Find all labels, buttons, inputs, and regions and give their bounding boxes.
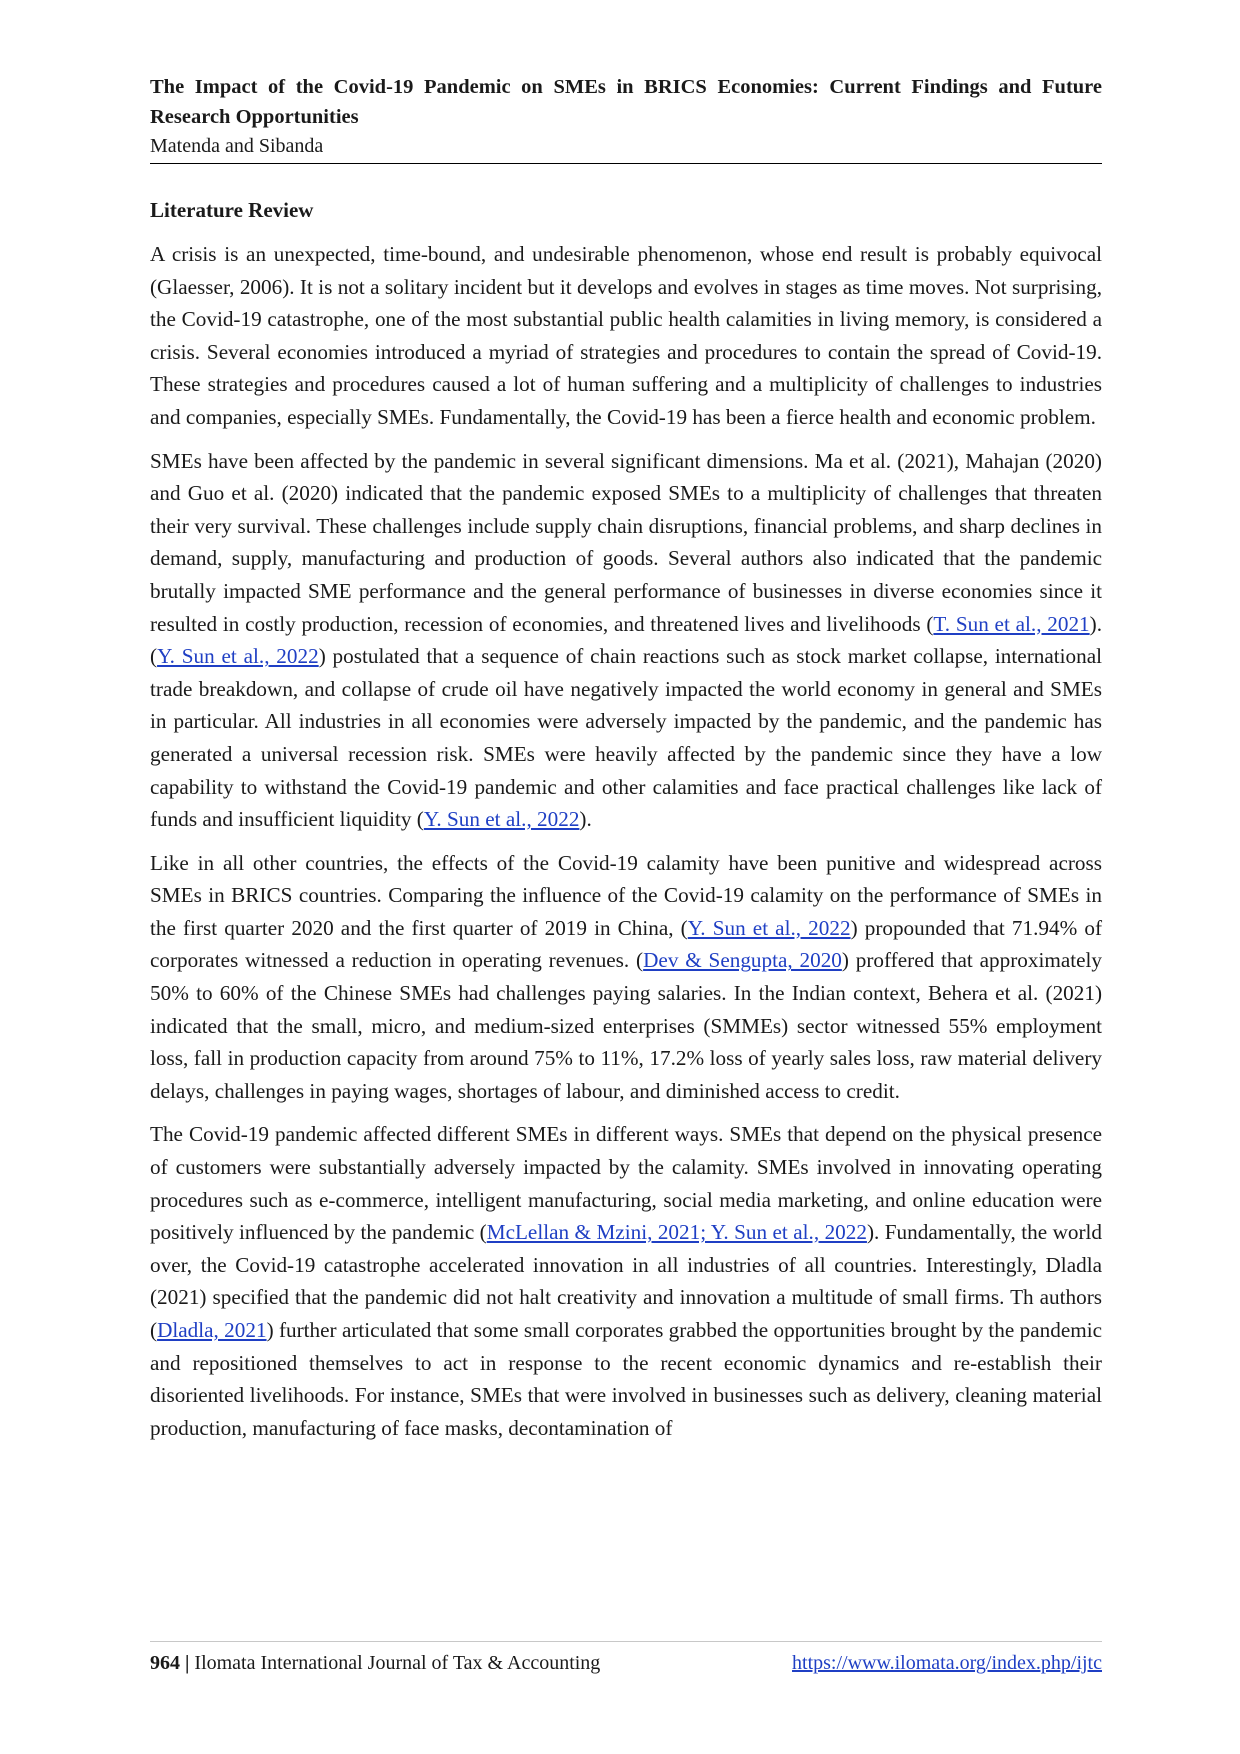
footer-journal-info (150, 1648, 600, 1678)
page-number: 964 (150, 1652, 180, 1674)
paragraph-text: ) postulated that a sequence of chain reactions such as stock market collapse, international trade breakdown, and collapse of crude oil have negatively impacted the world economy in general and SMEs in particular. All industries in all economies were adversely impacted by the pandemic, and the pandemic has generated a universal recession risk. SMEs were heavily affected by the pandemic since they have a low capability to withstand the Covid-19 pandemic and other calamities and face practical challenges like lack of funds and insufficient liquidity ( (150, 644, 1102, 832)
citation-link[interactable]: T. Sun et al., 2021 (933, 611, 1090, 636)
paragraph-text: The Covid-19 pandemic affected different SMEs in different ways. SMEs that depend on the physical presence of customers were substantially adversely impacted by the calamity. SMEs involved in innovating operating procedures such as e-commerce, intelligent manufacturing, social media marketing, and online education were positively influenced by the pandemic ( (150, 1122, 1102, 1245)
citation-link[interactable]: Y. Sun et al., 2022 (423, 807, 580, 832)
paragraph-text: Like in all other countries, the effects of the Covid-19 calamity have been punitive and widespread across SMEs in BRICS countries. Comparing the influence of the Covid-19 calamity on the performance of SMEs in the first quarter 2020 and the first quarter of 2019 in China, ( (150, 850, 1102, 940)
journal-name: Ilomata International Journal of Tax & Accounting (194, 1652, 601, 1674)
citation-link[interactable]: Dladla, 2021 (157, 1318, 267, 1342)
journal-url-link[interactable]: https://www.ilomata.org/index.php/ijtc (792, 1652, 1102, 1674)
paragraph-4 (150, 1118, 1102, 1444)
paragraph-2 (150, 445, 1102, 836)
paragraph-text: ) further articulated that some small corporates grabbed the opportunities brought by the pandemic and repositioned themselves to act in response to the recent economic dynamics and re-establish their disoriented livelihoods. For instance, SMEs that were involved in businesses such as delivery, cleaning material production, manufacturing of face masks, decontamination of (150, 1318, 1102, 1440)
header-divider (150, 163, 1102, 164)
running-header (150, 72, 1102, 160)
paragraph-text: ) propounded that 71.94% of corporates witnessed a reduction in operating revenues. ( (150, 915, 1102, 973)
footer-divider (150, 1641, 1102, 1642)
paragraph-text: A crisis is an unexpected, time-bound, and undesirable phenomenon, whose end result is probably equivocal (Glaesser, 2006). It is not a solitary incident but it develops and evolves in stages as time moves. Not surprising, the Covid-19 catastrophe, one of the most substantial public health calamities in living memory, is considered a crisis. Several economies introduced a myriad of strategies and procedures to contain the spread of Covid-19. These strategies and procedures caused a lot of human suffering and a multiplicity of challenges to industries and companies, especially SMEs. Fundamentally, the Covid-19 has been a fierce health and economic problem. (150, 242, 1102, 429)
paragraph-text: ). ( (150, 611, 1102, 669)
paragraph-3 (150, 847, 1102, 1108)
paragraph-text: ). Fundamentally, the world over, the Covid-19 catastrophe accelerated innovation in all industries of all countries. Interestingly, Dladla (2021) specified that the pandemic did not halt creativity and innovation a multitude of small firms. Th authors ( (150, 1220, 1102, 1342)
paragraph-1 (150, 238, 1102, 434)
citation-link[interactable]: Y. Sun et al., 2022 (687, 915, 851, 940)
paragraph-text: ) proffered that approximately 50% to 60% of the Chinese SMEs had challenges paying salaries. In the Indian context, Behera et al. (2021) indicated that the small, micro, and medium-sized enterprises (SMMEs) sector witnessed 55% employment loss, fall in production capacity from around 75% to 11%, 17.2% loss of yearly sales loss, raw material delivery delays, challenges in paying wages, shortages of labour, and diminished access to credit. (150, 948, 1102, 1103)
citation-link[interactable]: Y. Sun et al., 2022 (157, 644, 319, 669)
header-authors: Matenda and Sibanda (150, 135, 324, 157)
page-footer (150, 1648, 1102, 1678)
section-title: Literature Review (150, 198, 314, 222)
citation-link[interactable]: Dev & Sengupta, 2020 (643, 948, 842, 973)
citation-link[interactable]: McLellan & Mzini, 2021; Y. Sun et al., 2022 (486, 1220, 867, 1245)
footer-separator: | (185, 1652, 190, 1674)
paragraph-text: ). (579, 807, 592, 832)
header-title: The Impact of the Covid-19 Pandemic on SMEs in BRICS Economies: Current Findings and Future Research Opportunities (150, 76, 1102, 128)
paragraph-text: SMEs have been affected by the pandemic in several significant dimensions. Ma et al. (2021), Mahajan (2020) and Guo et al. (2020) indicated that the pandemic exposed SMEs to a multiplicity of challenges that threaten their very survival. These challenges include supply chain disruptions, financial problems, and sharp declines in demand, supply, manufacturing and production of goods. Several authors also indicated that the pandemic brutally impacted SME performance and the general performance of businesses in diverse economies since it resulted in costly production, recession of economies, and threatened lives and livelihoods ( (150, 448, 1102, 636)
main-content (150, 196, 1102, 1455)
